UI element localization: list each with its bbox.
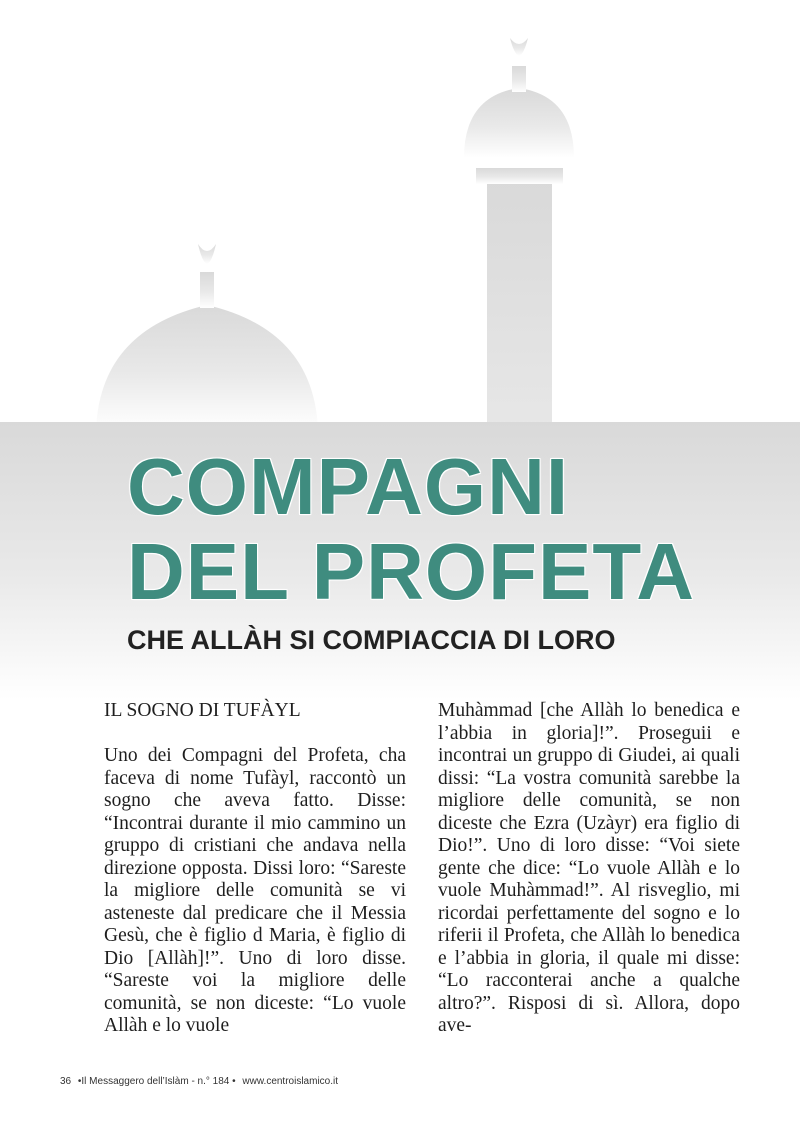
- page-number: 36: [60, 1076, 72, 1087]
- subtitle: CHE ALLÀH SI COMPIACCIA DI LORO: [127, 625, 616, 655]
- title-line-1: COMPAGNI: [127, 442, 570, 531]
- article-column-left: [104, 700, 406, 1038]
- section-heading: IL SOGNO DI TUFÀYL: [104, 700, 301, 721]
- website-link[interactable]: www.centroislamico.it: [242, 1076, 339, 1087]
- title-line-2: DEL PROFETA: [127, 527, 696, 616]
- article-paragraph-left: Uno dei Compagni del Profeta, cha faceva di nome Tufàyl, raccontò un sogno che aveva fatto. Disse: “Incontrai durante il mio cammino un gruppo di cristiani che andava nella direzione opposta. Dissi loro: “Sareste la migliore delle comunità se vi asteneste dal predicare che il Messia Gesù, che è figlio d Maria, è figlio di Dio [Allàh]!”. Uno di loro disse. “Sareste voi la migliore delle comunità, se non diceste: “Lo vuole Allàh e lo vuole: [104, 745, 406, 1036]
- page-footer: [60, 1076, 342, 1087]
- article-paragraph-right: Muhàmmad [che Allàh lo benedica e l’abbia in gloria]!”. Proseguii e incontrai un gruppo di Giudei, ai quali dissi: “La vostra comunità sarebbe la migliore delle comunità, se non diceste che Ezra (Uzàyr) era figlio di Dio!”. Uno di loro disse: “Voi siete gente che dice: “Lo vuole Allàh e lo vuole Muhàmmad!”. Al risveglio, mi ricordai perfettamente del sogno e lo riferii il Profeta, che Allàh lo benedica e l’abbia in gloria, il quale mi disse: “Lo racconterai anche a qualche altro?”. Risposi di sì. Allora, dopo ave-: [438, 700, 740, 1036]
- magazine-name: •Il Messaggero dell’Islàm - n.° 184 •: [77, 1076, 236, 1087]
- article-column-right: [438, 700, 740, 1038]
